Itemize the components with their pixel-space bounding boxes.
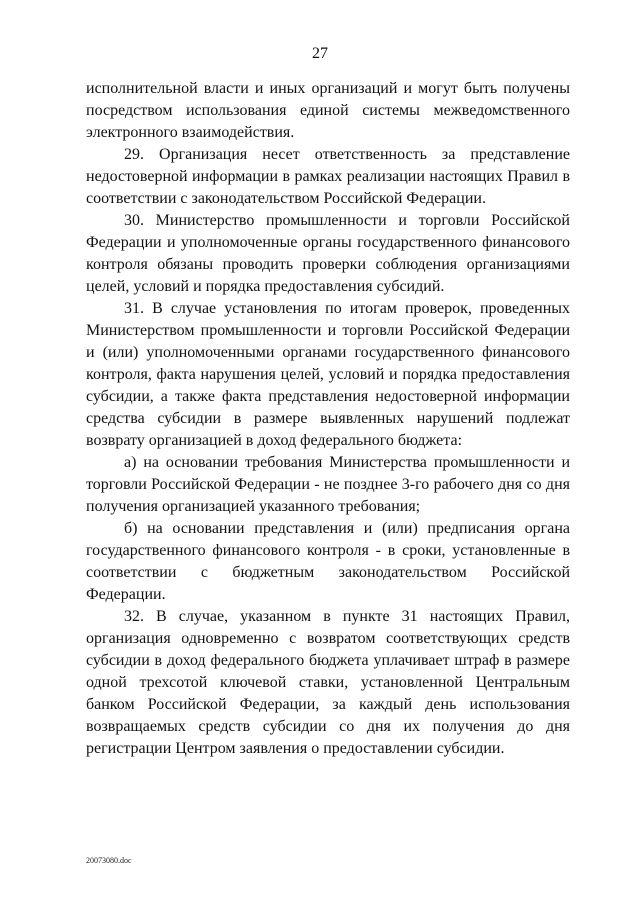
- footer-file-code: 20073080.doc: [86, 856, 132, 865]
- paragraph-29: 29. Организация несет ответственность за представление недостоверной информации в рамках реализации настоящих Правил в соответствии с законодательством Российской Федерации.: [86, 146, 570, 207]
- page-number: 27: [312, 45, 328, 62]
- document-body: [86, 78, 570, 760]
- paragraph-32: 32. В случае, указанном в пункте 31 настоящих Правил, организация одновременно с возвратом соответствующих средств субсидии в доход федерального бюджета уплачивает штраф в размере одной трехсотой ключевой ставки, установленной Центральным банком Российской Федерации, за каждый день использования возвращаемых средств субсидии со дня их получения до дня регистрации Центром заявления о предоставлении субсидии.: [86, 608, 570, 757]
- paragraph-30: 30. Министерство промышленности и торговли Российской Федерации и уполномоченные органы государственного финансового контроля обязаны проводить проверки соблюдения организациями целей, условий и порядка предоставления субсидий.: [86, 212, 570, 295]
- paragraph-continuation: исполнительной власти и иных организаций и могут быть получены посредством использования единой системы межведомственного электронного взаимодействия.: [86, 80, 570, 141]
- paragraph-31-subitem-b: б) на основании представления и (или) предписания органа государственного финансового контроля - в сроки, установленные в соответствии с бюджетным законодательством Российской Федерации.: [86, 520, 570, 603]
- paragraph-31: 31. В случае установления по итогам проверок, проведенных Министерством промышленности и торговли Российской Федерации и (или) уполномоченными органами государственного финансового контроля, факта нарушения целей, условий и порядка предоставления субсидии, а также факта представления недостоверной информации средства субсидии в размере выявленных нарушений подлежат возврату организацией в доход федерального бюджета:: [86, 300, 570, 449]
- paragraph-31-subitem-a: а) на основании требования Министерства промышленности и торговли Российской Федерации - не позднее 3-го рабочего дня со дня получения организацией указанного требования;: [86, 454, 570, 515]
